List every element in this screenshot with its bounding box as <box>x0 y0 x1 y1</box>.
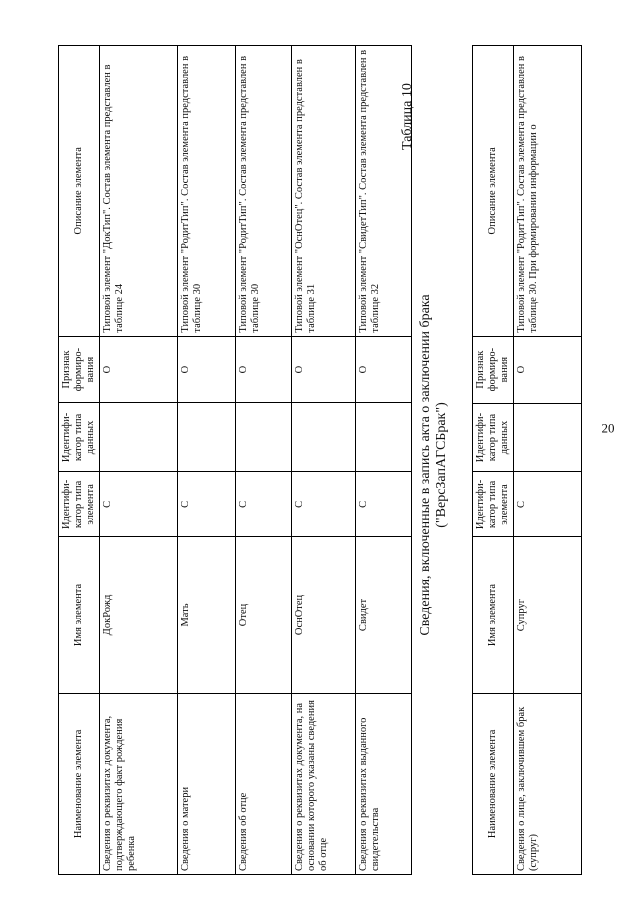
cell-description: Типовой элемент "РодитТип". Состав элемента представлен в таблице 30 <box>236 46 292 337</box>
cell-name: Сведения о реквизитах документа, на основании которого указаны сведения об отце <box>292 693 356 874</box>
col-header-description: Описание элемента <box>473 46 514 337</box>
cell-element-type: С <box>236 472 292 537</box>
table-row <box>236 46 292 875</box>
elements-table-9 <box>58 45 412 875</box>
table-label: Таблица 10 <box>400 83 415 150</box>
col-header-description: Описание элемента <box>59 46 100 337</box>
cell-name: Сведения о лице, заключившем брак (супруг) <box>514 693 582 874</box>
col-header-element-type-id: Идентифи-катор типа элемента <box>59 472 100 537</box>
cell-element-name: Свидет <box>356 537 412 693</box>
table-row <box>292 46 356 875</box>
table-row <box>356 46 412 875</box>
col-header-element-name: Имя элемента <box>59 537 100 693</box>
col-header-element-type-id: Идентифи-катор типа элемента <box>473 472 514 537</box>
table-row <box>100 46 178 875</box>
cell-name: Сведения о реквизитах выданного свидетельства <box>356 693 412 874</box>
cell-element-type: С <box>292 472 356 537</box>
cell-description: Типовой элемент "РодитТип". Состав элемента представлен в таблице 30. При формировании информации о <box>514 46 582 337</box>
cell-description: Типовой элемент "ДокТип". Состав элемента представлен в таблице 24 <box>100 46 178 337</box>
col-header-name: Наименование элемента <box>59 693 100 874</box>
page-number: 20 <box>601 420 615 436</box>
col-header-element-name: Имя элемента <box>473 537 514 693</box>
cell-data-type <box>178 403 236 472</box>
cell-element-name: Мать <box>178 537 236 693</box>
cell-flag: О <box>178 336 236 403</box>
cell-data-type <box>100 403 178 472</box>
cell-data-type <box>292 403 356 472</box>
cell-description: Типовой элемент "СвидетТип". Состав элемента представлен в таблице 32 <box>356 46 412 337</box>
col-header-name: Наименование элемента <box>473 693 514 874</box>
cell-flag: О <box>236 336 292 403</box>
cell-flag: О <box>100 336 178 403</box>
cell-name: Сведения об отце <box>236 693 292 874</box>
cell-element-name: Супруг <box>514 537 582 693</box>
cell-element-name: ОснОтец <box>292 537 356 693</box>
col-header-data-type-id: Идентифи-катор типа данных <box>473 403 514 472</box>
cell-description: Типовой элемент "ОснОтец". Состав элемента представлен в таблице 31 <box>292 46 356 337</box>
cell-data-type <box>356 403 412 472</box>
cell-data-type <box>514 403 582 472</box>
cell-element-type: С <box>514 472 582 537</box>
cell-name: Сведения о реквизитах документа, подтверждающего факт рождения ребенка <box>100 693 178 874</box>
table-caption <box>418 255 450 675</box>
cell-element-name: ДокРожд <box>100 537 178 693</box>
cell-data-type <box>236 403 292 472</box>
cell-element-name: Отец <box>236 537 292 693</box>
caption-line-2: ("ВерсЗапАГСБрак") <box>434 402 449 528</box>
col-header-data-type-id: Идентифи-катор типа данных <box>59 403 100 472</box>
cell-element-type: С <box>178 472 236 537</box>
col-header-formation-flag: Признак формиро-вания <box>59 336 100 403</box>
col-header-formation-flag: Признак формиро-вания <box>473 336 514 403</box>
cell-name: Сведения о матери <box>178 693 236 874</box>
cell-flag: О <box>514 336 582 403</box>
cell-description: Типовой элемент "РодитТип". Состав элемента представлен в таблице 30 <box>178 46 236 337</box>
table-header-row <box>473 46 514 875</box>
cell-element-type: С <box>100 472 178 537</box>
caption-line-1: Сведения, включенные в запись акта о заключении брака <box>418 294 433 636</box>
cell-flag: О <box>292 336 356 403</box>
table-row <box>514 46 582 875</box>
table-header-row <box>59 46 100 875</box>
cell-flag: О <box>356 336 412 403</box>
table-row <box>178 46 236 875</box>
elements-table-10 <box>472 45 582 875</box>
cell-element-type: С <box>356 472 412 537</box>
